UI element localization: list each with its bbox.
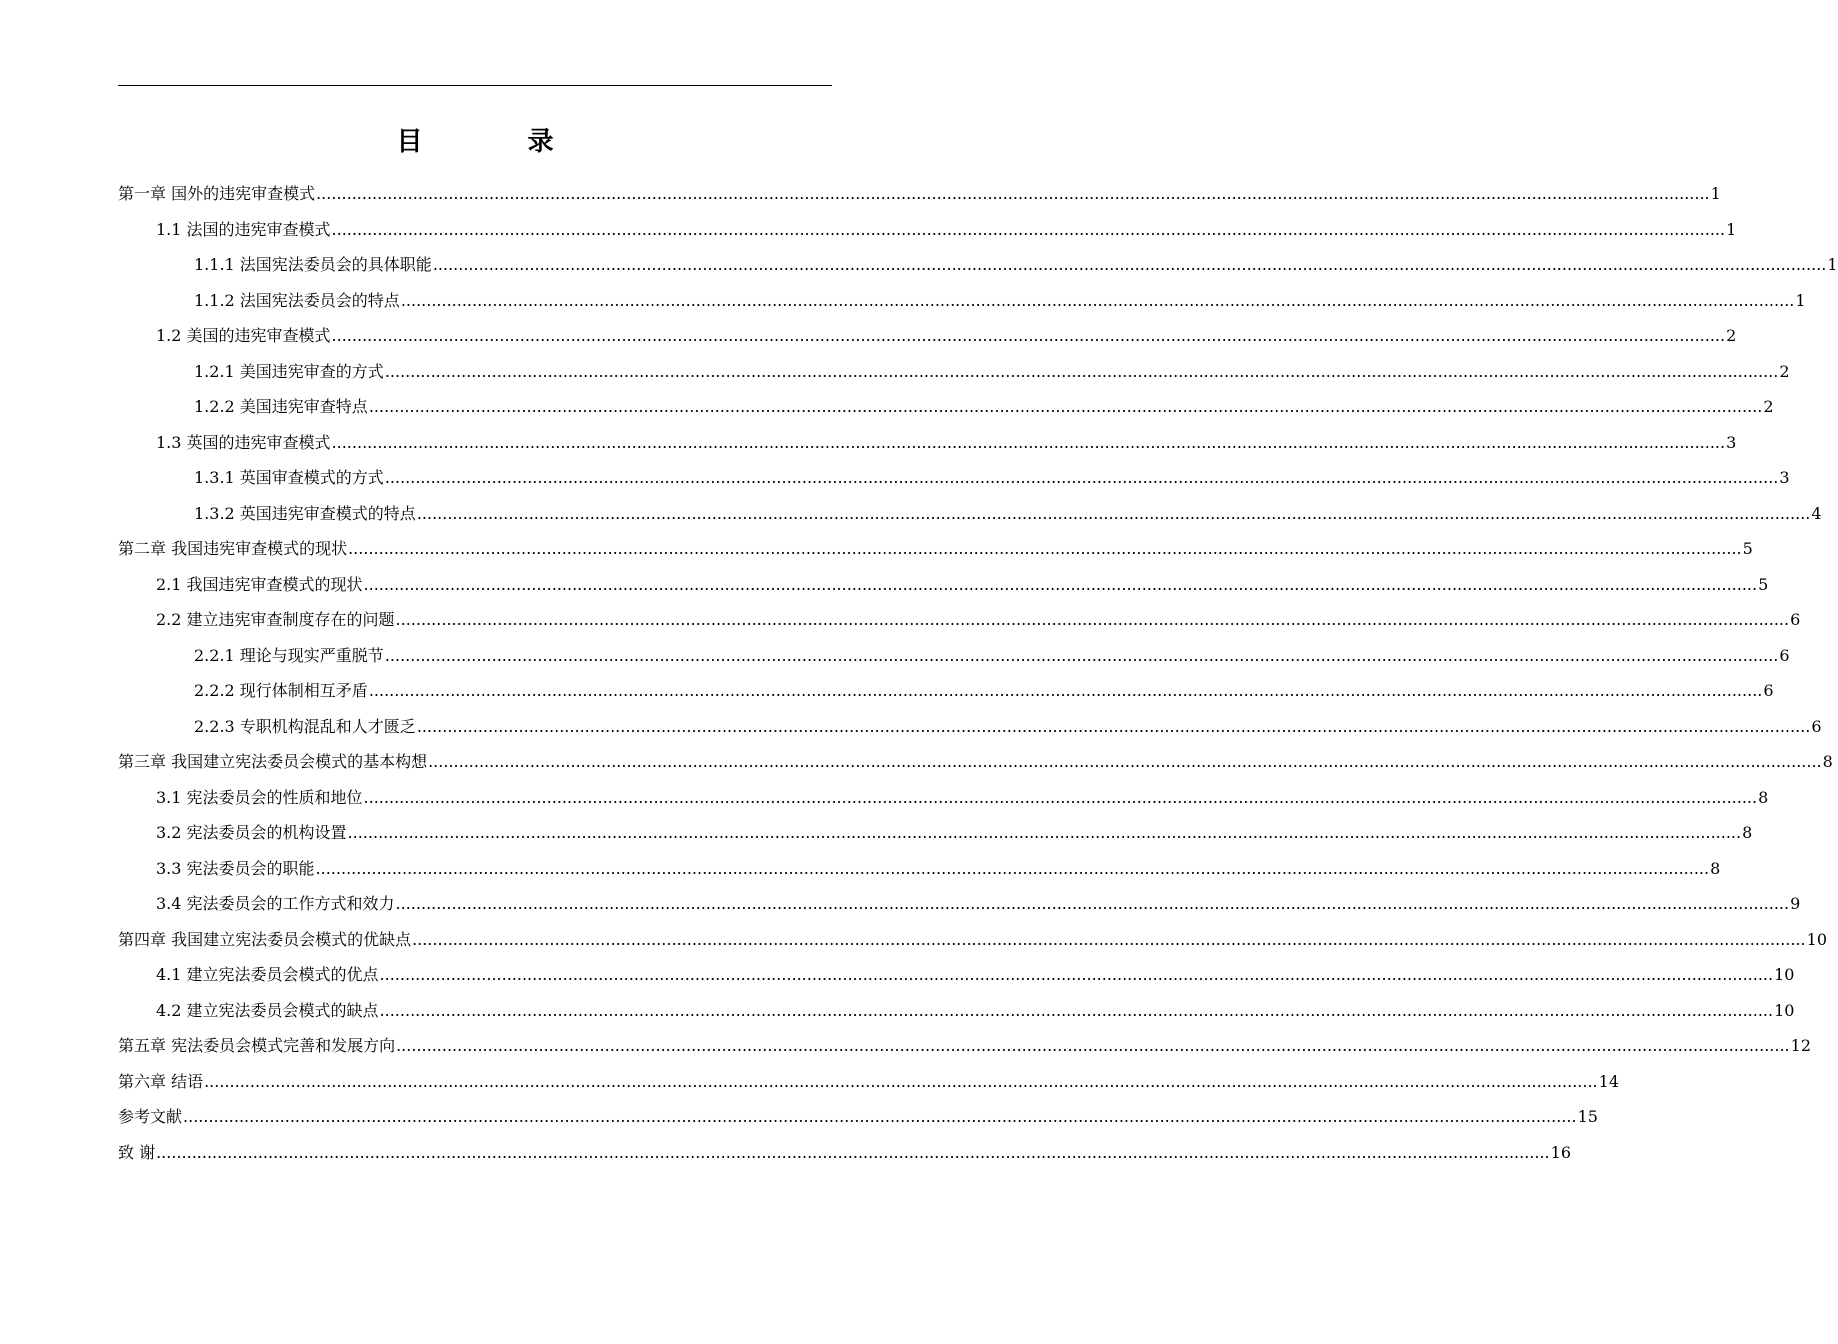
toc-page-number: 5: [1742, 539, 1753, 558]
toc-entry[interactable]: [118, 283, 1806, 319]
toc-entry[interactable]: [118, 993, 1795, 1029]
toc-dot-leader: ..................................................................................................................................................................................................................................................................................: [384, 468, 1779, 487]
toc-page-number: 8: [1758, 787, 1769, 807]
toc-dot-leader: ..................................................................................................................................................................................................................................................................................: [379, 1000, 1774, 1020]
toc-page-number: 9: [1790, 894, 1801, 913]
toc-page-number: 4: [1811, 503, 1822, 523]
toc-entry[interactable]: [118, 602, 1801, 638]
toc-entry-label: 3.3 宪法委员会的职能: [156, 858, 315, 878]
toc-page-number: 10: [1774, 965, 1795, 984]
page-title: 目 录: [396, 127, 602, 157]
toc-page-number: 8: [1742, 823, 1753, 842]
toc-dot-leader: ..................................................................................................................................................................................................................................................................................: [395, 894, 1790, 913]
toc-entry-label: 2.2.2 现行体制相互矛盾: [194, 681, 368, 700]
toc-entry-label: 第二章 我国违宪审查模式的现状: [118, 539, 348, 558]
toc-dot-leader: ..................................................................................................................................................................................................................................................................................: [363, 574, 1758, 594]
toc-page-number: 2: [1779, 361, 1790, 381]
toc-entry-label: 4.2 建立宪法委员会模式的缺点: [156, 1000, 379, 1020]
toc-page-number: 8: [1822, 752, 1833, 771]
toc-dot-leader: ..................................................................................................................................................................................................................................................................................: [379, 965, 1774, 984]
toc-page-number: 12: [1790, 1036, 1811, 1055]
toc-entry[interactable]: [118, 212, 1737, 248]
toc-entry[interactable]: [118, 1135, 1571, 1171]
toc-entry[interactable]: [118, 567, 1769, 603]
toc-entry-label: 3.2 宪法委员会的机构设置: [156, 823, 347, 842]
toc-dot-leader: ..................................................................................................................................................................................................................................................................................: [183, 1107, 1577, 1126]
toc-dot-leader: ..................................................................................................................................................................................................................................................................................: [348, 539, 1742, 558]
toc-entry[interactable]: [118, 709, 1822, 745]
toc-dot-leader: ..................................................................................................................................................................................................................................................................................: [368, 681, 1763, 700]
toc-page-number: 2: [1726, 326, 1737, 345]
toc-page-number: 6: [1811, 716, 1822, 736]
toc-page-number: 2: [1763, 397, 1774, 416]
toc-page-number: 1: [1795, 290, 1806, 310]
toc-entry-label: 第一章 国外的违宪审查模式: [118, 184, 316, 203]
toc-entry-label: 4.1 建立宪法委员会模式的优点: [156, 965, 379, 984]
toc-entry-label: 第四章 我国建立宪法委员会模式的优缺点: [118, 929, 412, 949]
toc-page-number: 3: [1779, 468, 1790, 487]
toc-page-number: 6: [1763, 681, 1774, 700]
toc-entry[interactable]: [118, 389, 1774, 425]
toc-entry-label: 1.2.2 美国违宪审查特点: [194, 397, 368, 416]
toc-dot-leader: ..................................................................................................................................................................................................................................................................................: [432, 255, 1827, 274]
toc-page-number: 1: [1827, 255, 1838, 274]
toc-dot-leader: ..................................................................................................................................................................................................................................................................................: [395, 610, 1790, 629]
toc-entry-label: 1.2 美国的违宪审查模式: [156, 326, 331, 345]
toc-dot-leader: ..................................................................................................................................................................................................................................................................................: [331, 432, 1726, 452]
toc-dot-leader: ..................................................................................................................................................................................................................................................................................: [368, 397, 1763, 416]
toc-page-number: 15: [1577, 1107, 1598, 1126]
toc-page-number: 6: [1790, 610, 1801, 629]
toc-entry-label: 2.2 建立违宪审查制度存在的问题: [156, 610, 395, 629]
toc-entry-label: 1.3.2 英国违宪审查模式的特点: [194, 503, 416, 523]
toc-dot-leader: ..................................................................................................................................................................................................................................................................................: [204, 1071, 1598, 1091]
toc-dot-leader: ..................................................................................................................................................................................................................................................................................: [331, 219, 1726, 239]
toc-dot-leader: ..................................................................................................................................................................................................................................................................................: [428, 752, 1822, 771]
toc-page-number: 6: [1779, 645, 1790, 665]
toc-entry[interactable]: [118, 744, 1833, 780]
toc-page-number: 10: [1806, 929, 1827, 949]
toc-entry-label: 致 谢: [118, 1142, 156, 1162]
toc-entry-label: 参考文献: [118, 1107, 183, 1126]
toc-entry[interactable]: [118, 1099, 1598, 1135]
toc-entry-label: 第五章 宪法委员会模式完善和发展方向: [118, 1036, 396, 1055]
toc-entry[interactable]: [118, 815, 1753, 851]
toc-page-number: 16: [1550, 1142, 1571, 1162]
toc-entry-label: 第六章 结语: [118, 1071, 204, 1091]
toc-entry[interactable]: [118, 1028, 1811, 1064]
toc-dot-leader: ..................................................................................................................................................................................................................................................................................: [416, 503, 1811, 523]
toc-entry[interactable]: [118, 531, 1753, 567]
toc-entry-label: 1.1.1 法国宪法委员会的具体职能: [194, 255, 432, 274]
toc-entry-label: 1.3 英国的违宪审查模式: [156, 432, 331, 452]
toc-entry-label: 1.3.1 英国审查模式的方式: [194, 468, 384, 487]
toc-entry[interactable]: [118, 922, 1827, 958]
toc-entry[interactable]: [118, 886, 1801, 922]
toc-dot-leader: ..................................................................................................................................................................................................................................................................................: [331, 326, 1726, 345]
toc-dot-leader: ..................................................................................................................................................................................................................................................................................: [363, 787, 1758, 807]
toc-entry[interactable]: [118, 851, 1721, 887]
toc-entry[interactable]: [118, 957, 1795, 993]
toc-entry-label: 第三章 我国建立宪法委员会模式的基本构想: [118, 752, 428, 771]
toc-dot-leader: ..................................................................................................................................................................................................................................................................................: [396, 1036, 1790, 1055]
toc-dot-leader: ..................................................................................................................................................................................................................................................................................: [347, 823, 1742, 842]
toc-entry-label: 3.4 宪法委员会的工作方式和效力: [156, 894, 395, 913]
toc-dot-leader: ..................................................................................................................................................................................................................................................................................: [156, 1142, 1550, 1162]
toc-dot-leader: ..................................................................................................................................................................................................................................................................................: [416, 716, 1811, 736]
toc-entry-label: 2.2.1 理论与现实严重脱节: [194, 645, 384, 665]
toc-dot-leader: ..................................................................................................................................................................................................................................................................................: [384, 645, 1779, 665]
header-rule: [118, 85, 832, 86]
toc-entry-label: 2.2.3 专职机构混乱和人才匮乏: [194, 716, 416, 736]
toc-entry[interactable]: [118, 354, 1790, 390]
toc-entry[interactable]: [118, 460, 1790, 496]
toc-entry-label: 1.2.1 美国违宪审查的方式: [194, 361, 384, 381]
toc-entry-label: 2.1 我国违宪审查模式的现状: [156, 574, 363, 594]
toc-page-number: 1: [1726, 219, 1737, 239]
toc-entry[interactable]: [118, 425, 1737, 461]
toc-entry[interactable]: [118, 673, 1774, 709]
toc-page-number: 14: [1598, 1071, 1619, 1091]
toc-entry[interactable]: [118, 638, 1790, 674]
toc-dot-leader: ..................................................................................................................................................................................................................................................................................: [316, 184, 1710, 203]
toc-dot-leader: ..................................................................................................................................................................................................................................................................................: [400, 290, 1795, 310]
toc-entry[interactable]: [118, 176, 1721, 212]
toc-entry[interactable]: [118, 496, 1822, 532]
toc-page-number: 10: [1774, 1000, 1795, 1020]
toc-entry[interactable]: [118, 318, 1737, 354]
toc-dot-leader: ..................................................................................................................................................................................................................................................................................: [412, 929, 1806, 949]
toc-page-number: 8: [1710, 858, 1721, 878]
toc-entry-label: 1.1.2 法国宪法委员会的特点: [194, 290, 400, 310]
toc-page-number: 3: [1726, 432, 1737, 452]
toc-page-number: 5: [1758, 574, 1769, 594]
toc-dot-leader: ..................................................................................................................................................................................................................................................................................: [315, 858, 1710, 878]
toc-entry[interactable]: [118, 1064, 1619, 1100]
toc-list: [118, 176, 1838, 1170]
toc-dot-leader: ..................................................................................................................................................................................................................................................................................: [384, 361, 1779, 381]
toc-entry-label: 1.1 法国的违宪审查模式: [156, 219, 331, 239]
toc-page-number: 1: [1710, 184, 1721, 203]
toc-entry-label: 3.1 宪法委员会的性质和地位: [156, 787, 363, 807]
toc-entry[interactable]: [118, 780, 1769, 816]
toc-entry[interactable]: [118, 247, 1838, 283]
